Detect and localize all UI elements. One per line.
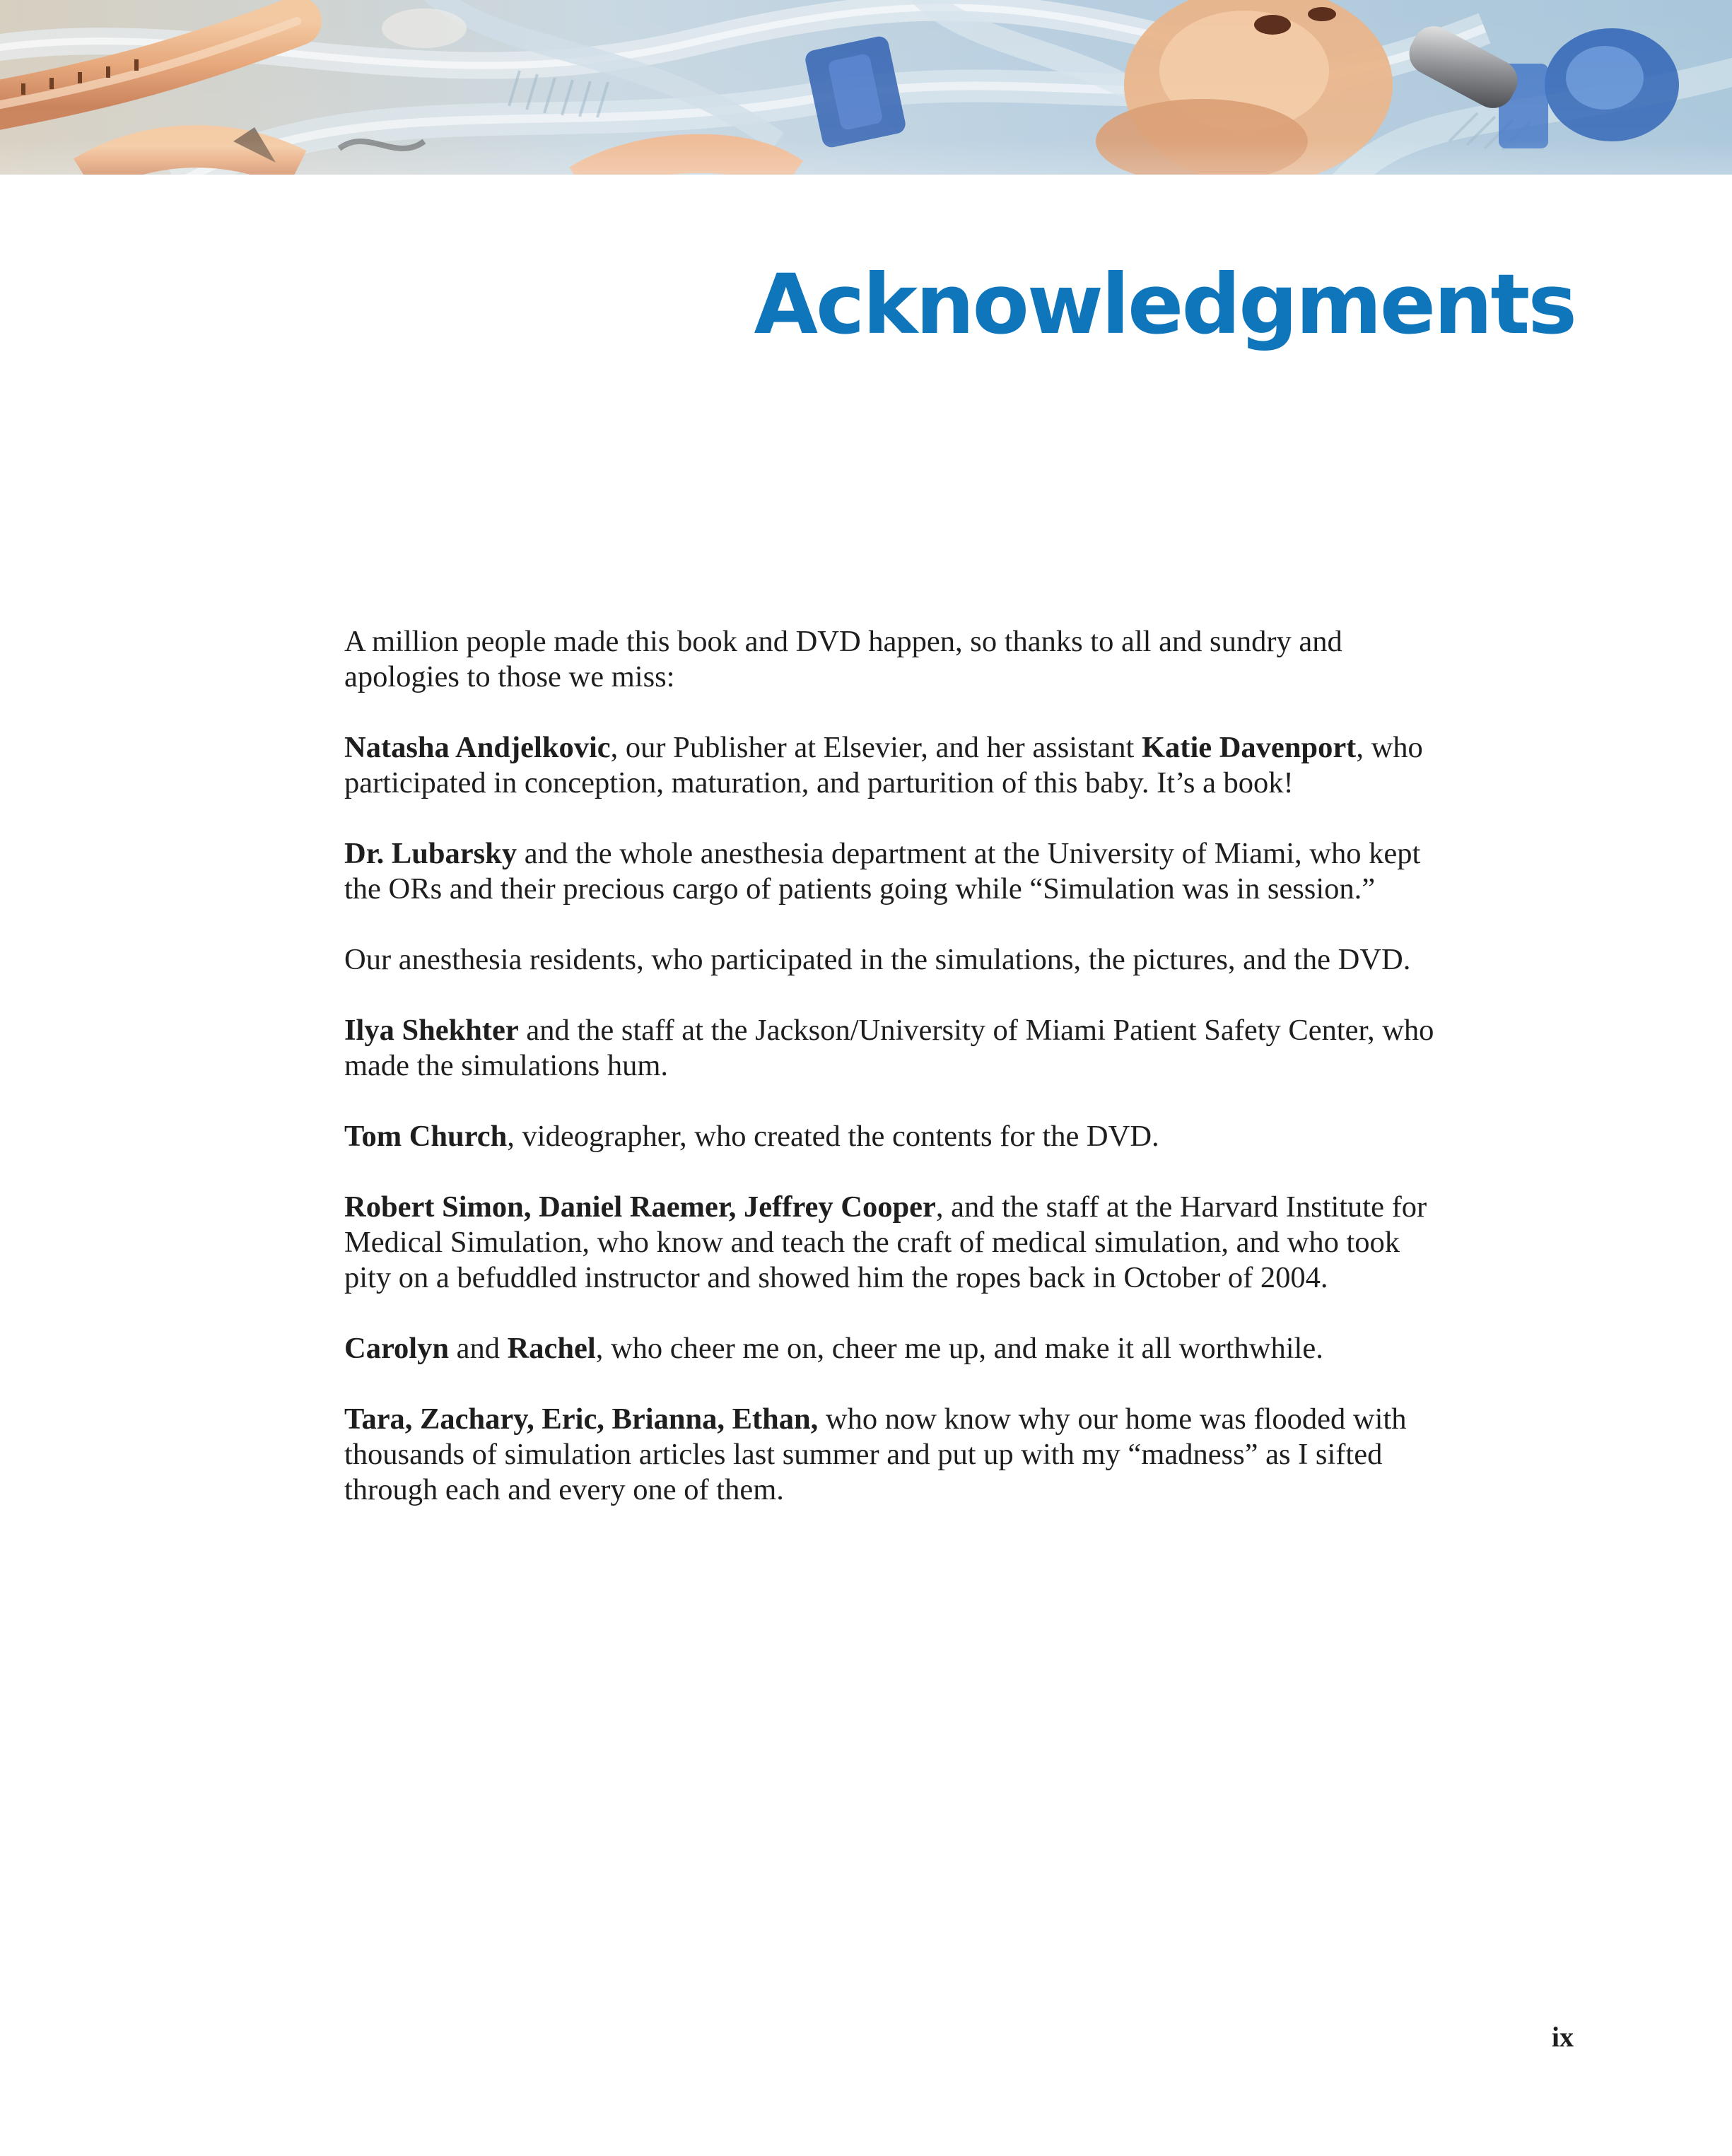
acknowledgment-text: , who cheer me on, cheer me up, and make it all worthwhile. bbox=[595, 1332, 1323, 1365]
acknowledged-name: Natasha Andjelkovic bbox=[344, 731, 611, 764]
page-number: ix bbox=[1551, 2021, 1574, 2053]
acknowledgment-text: , videographer, who created the contents for the DVD. bbox=[507, 1120, 1159, 1153]
acknowledgment-paragraph bbox=[344, 1013, 1447, 1084]
header-photo-banner bbox=[0, 0, 1732, 175]
acknowledged-name: Ilya Shekhter bbox=[344, 1014, 519, 1047]
medical-equipment-photo bbox=[0, 0, 1732, 175]
acknowledgment-paragraph bbox=[344, 1402, 1447, 1508]
acknowledgment-paragraph bbox=[344, 1119, 1447, 1154]
acknowledgment-text: , and the staff at the Harvard Institute for Medical Simulation, who know and teach the craft of medical simulation, and who took pity on a befuddled instructor and showed him the ropes back in October of 2004. bbox=[344, 1190, 1427, 1294]
acknowledgment-text: Our anesthesia residents, who participated in the simulations, the pictures, and the DVD. bbox=[344, 943, 1411, 976]
acknowledgment-paragraph bbox=[344, 1331, 1447, 1366]
acknowledged-name: Katie Davenport bbox=[1141, 731, 1357, 764]
acknowledgment-paragraph bbox=[344, 730, 1447, 801]
acknowledgments-body bbox=[344, 624, 1447, 1543]
acknowledgment-paragraph bbox=[344, 942, 1447, 978]
acknowledged-name: Robert Simon, Daniel Raemer, Jeffrey Cooper bbox=[344, 1190, 936, 1224]
acknowledged-name: Dr. Lubarsky bbox=[344, 837, 517, 870]
acknowledged-name: Tom Church bbox=[344, 1120, 508, 1153]
acknowledgment-text: and the whole anesthesia department at the University of Miami, who kept the ORs and their precious cargo of patients going while “Simulation was in session.” bbox=[344, 837, 1421, 906]
acknowledgment-text: A million people made this book and DVD happen, so thanks to all and sundry and apologies to those we miss: bbox=[344, 625, 1342, 693]
acknowledgment-text: who now know why our home was flooded with thousands of simulation articles last summer and put up with my “madness” as I sifted through each and every one of them. bbox=[344, 1402, 1407, 1506]
acknowledgment-text: and the staff at the Jackson/University of Miami Patient Safety Center, who made the simulations hum. bbox=[344, 1014, 1434, 1082]
acknowledgment-text: , who participated in conception, maturation, and parturition of this baby. It’s a book! bbox=[344, 731, 1423, 799]
acknowledgment-paragraph bbox=[344, 836, 1447, 907]
acknowledgment-paragraph bbox=[344, 1190, 1447, 1296]
acknowledgment-paragraph bbox=[344, 624, 1447, 695]
acknowledged-name: Tara, Zachary, Eric, Brianna, Ethan, bbox=[344, 1402, 819, 1436]
page-title: Acknowledgments bbox=[754, 256, 1575, 353]
acknowledgment-text: and bbox=[448, 1332, 508, 1365]
acknowledged-name: Rachel bbox=[507, 1332, 596, 1365]
acknowledgment-text: , our Publisher at Elsevier, and her assistant bbox=[610, 731, 1142, 764]
acknowledged-name: Carolyn bbox=[344, 1332, 449, 1365]
